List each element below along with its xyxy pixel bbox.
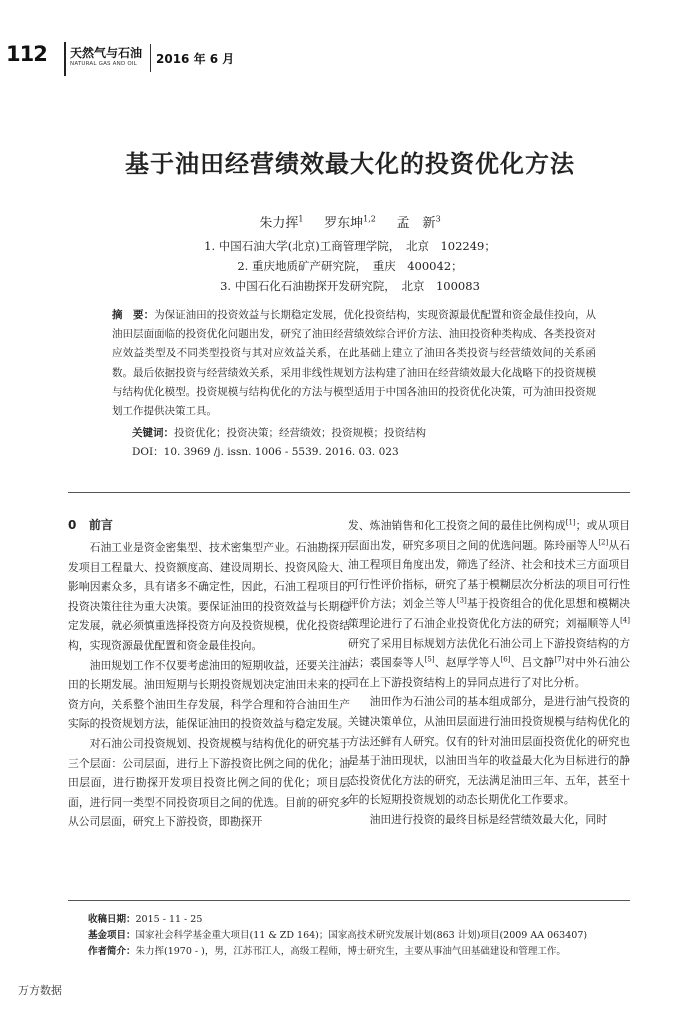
- text-run: 、吕文静: [510, 656, 555, 670]
- author-name: 孟 新: [396, 216, 436, 231]
- affiliation-2: 2. 重庆地质矿产研究院， 重庆 400042；: [237, 259, 463, 273]
- author-affil-mark: 3: [435, 214, 441, 224]
- header-divider: [64, 42, 66, 76]
- text-run: 基于投资组合的优化思想和模糊决策理论进行了石油企业投资优化方法的研究；刘福顺等人: [348, 597, 631, 630]
- section-title: 前言: [88, 518, 113, 532]
- text-run: 发、炼油销售和化工投资之间的最佳比例构成: [348, 519, 566, 532]
- paragraph: 油田规划工作不仅要考虑油田的短期收益，还要关注油田的长期发展。油田短期与长期投资规划决定油田未来的投资方向，关系整个油田生存发展，科学合理和符合油田生产实际的投资规划方法，能保证油田的投资效益与稳定发展。: [68, 658, 350, 731]
- author-name: 朱力挥: [259, 216, 299, 231]
- body-column-right: [348, 516, 630, 830]
- keywords-text: 投资优化；投资决策；经营绩效；投资规模；投资结构: [174, 427, 426, 439]
- affiliation-1: 1. 中国石油大学(北京)工商管理学院， 北京 102249；: [204, 239, 496, 253]
- abstract: [112, 306, 596, 421]
- keywords-label: 关键词：: [132, 427, 174, 439]
- fund-info: [88, 928, 648, 944]
- doi: DOI：10. 3969 /j. issn. 1006 - 5539. 2016. 03. 023: [132, 446, 399, 458]
- citation-ref: [4]: [620, 616, 630, 625]
- received-label: 收稿日期：: [88, 914, 136, 925]
- citation-ref: [1]: [565, 518, 576, 527]
- text-run: ；或从项目层面出发，研究多项目之间的优选问题。陈玲丽等人: [348, 519, 630, 552]
- journal-issue: 2016 年 6 月: [156, 52, 235, 66]
- footnote-divider: [68, 900, 630, 901]
- keywords: [132, 425, 426, 440]
- journal-name-cn: 天然气与石油: [70, 46, 143, 60]
- divider: [68, 492, 630, 493]
- page-number: 112: [6, 42, 47, 66]
- abstract-label: 摘 要：: [112, 309, 155, 321]
- body-column-left: [68, 516, 350, 832]
- paper-title: 基于油田经营绩效最大化的投资优化方法: [125, 149, 575, 178]
- section-heading: [68, 516, 350, 534]
- paragraph: 油田作为石油公司的基本组成部分，是进行油气投资的关键决策单位，从油田层面进行油田投资规模与结构优化的方法还鲜有人研究。仅有的针对油田层面投资优化的研究也是基于油田现状，以油田当年的收益最大化为目标进行的静态投资优化方法的研究，无法满足油田三年、五年，甚至十年的长短期投资规划的动态长期优化工作要求。: [348, 695, 630, 807]
- paragraph: 对石油公司投资规划、投资规模与结构优化的研究基于三个层面：公司层面，进行上下游投资比例之间的优化；油田层面，进行勘探开发项目投资比例之间的优化；项目层面，进行同一类型不同投资项目之间的优选。目前的研究多从公司层面，研究上下游投资，即勘探开: [68, 736, 350, 829]
- author-bio-value: 朱力挥(1970 - )，男，江苏邗江人，高级工程师，博士研究生，主要从事油气田基础建设和管理工作。: [135, 946, 566, 957]
- affiliation-3: 3. 中国石化石油勘探开发研究院， 北京 100083: [220, 279, 480, 293]
- citation-ref: [7]: [554, 655, 565, 664]
- citation-ref: [2]: [598, 538, 609, 546]
- author-affil-mark: 1,2: [363, 214, 376, 224]
- paragraph: 油田进行投资的最终目标是经营绩效最大化，同时: [369, 812, 608, 826]
- footnotes: [88, 912, 648, 960]
- text-run: 对中外石油公司在上下游投资结构上的异同点进行了对比分析。: [348, 656, 630, 689]
- citation-ref: [5]: [424, 655, 435, 664]
- author-list: [0, 212, 700, 231]
- fund-label: 基金项目：: [88, 930, 136, 941]
- section-number: 0: [68, 518, 77, 532]
- citation-ref: [6]: [500, 655, 511, 664]
- text-run: 从石油工程项目角度出发，筛选了经济、社会和技术三方面项目可行性评价指标，研究了基于模糊层次分析法的项目可行性评价方法；刘金兰等人: [348, 538, 631, 611]
- author-bio-label: 作者简介：: [88, 946, 136, 957]
- received-date: [88, 912, 648, 928]
- abstract-text: 为保证油田的投资效益与长期稳定发展，优化投资结构，实现资源最优配置和资金最佳投向，从油田层面面临的投资优化问题出发，研究了油田经营绩效综合评价方法、油田投资种类构成、各类投资对应效益类型及不同类型投资与其对应效益关系，在此基础上建立了油田各类投资与经营绩效间的关系函数。最后依据投资与经营绩效关系，采用非线性规划方法构建了油田在经营绩效最大化战略下的投资规模与结构优化模型。投资规模与结构优化的方法与模型适用于中国各油田的投资优化决策，可为油田投资规划工作提供决策工具。: [112, 309, 597, 418]
- author-bio: [88, 944, 648, 960]
- fund-value: 国家社会科学基金重大项目(11 & ZD 164)；国家高技术研究发展计划(863 计划)项目(2009 AA 063407): [135, 930, 588, 941]
- watermark-text: 万方数据: [18, 984, 62, 997]
- author-affil-mark: 1: [298, 214, 304, 224]
- paragraph: 石油工业是资金密集型、技术密集型产业。石油勘探开发项目工程量大、投资额度高、建设周期长、投资风险大、影响因素众多，具有诸多不确定性，因此，石油工程项目的投资决策往往为重大决策。要保证油田的投资效益与长期稳定发展，就必须慎重选择投资方向及投资规模，优化投资结构，实现资源最优配置和资金最佳投向。: [68, 541, 350, 652]
- journal-name-en: NATURAL GAS AND OIL: [70, 61, 137, 67]
- header-divider-2: [150, 44, 151, 72]
- author-name: 罗东坤: [324, 216, 364, 231]
- text-run: 、赵厚学等人: [434, 656, 501, 670]
- text-run: 研究了采用目标规划方法优化石油公司上下游投资结构的方法；裘国泰等人: [348, 636, 630, 670]
- received-value: 2015 - 11 - 25: [135, 914, 203, 925]
- paragraph: [348, 516, 630, 692]
- citation-ref: [3]: [456, 596, 467, 605]
